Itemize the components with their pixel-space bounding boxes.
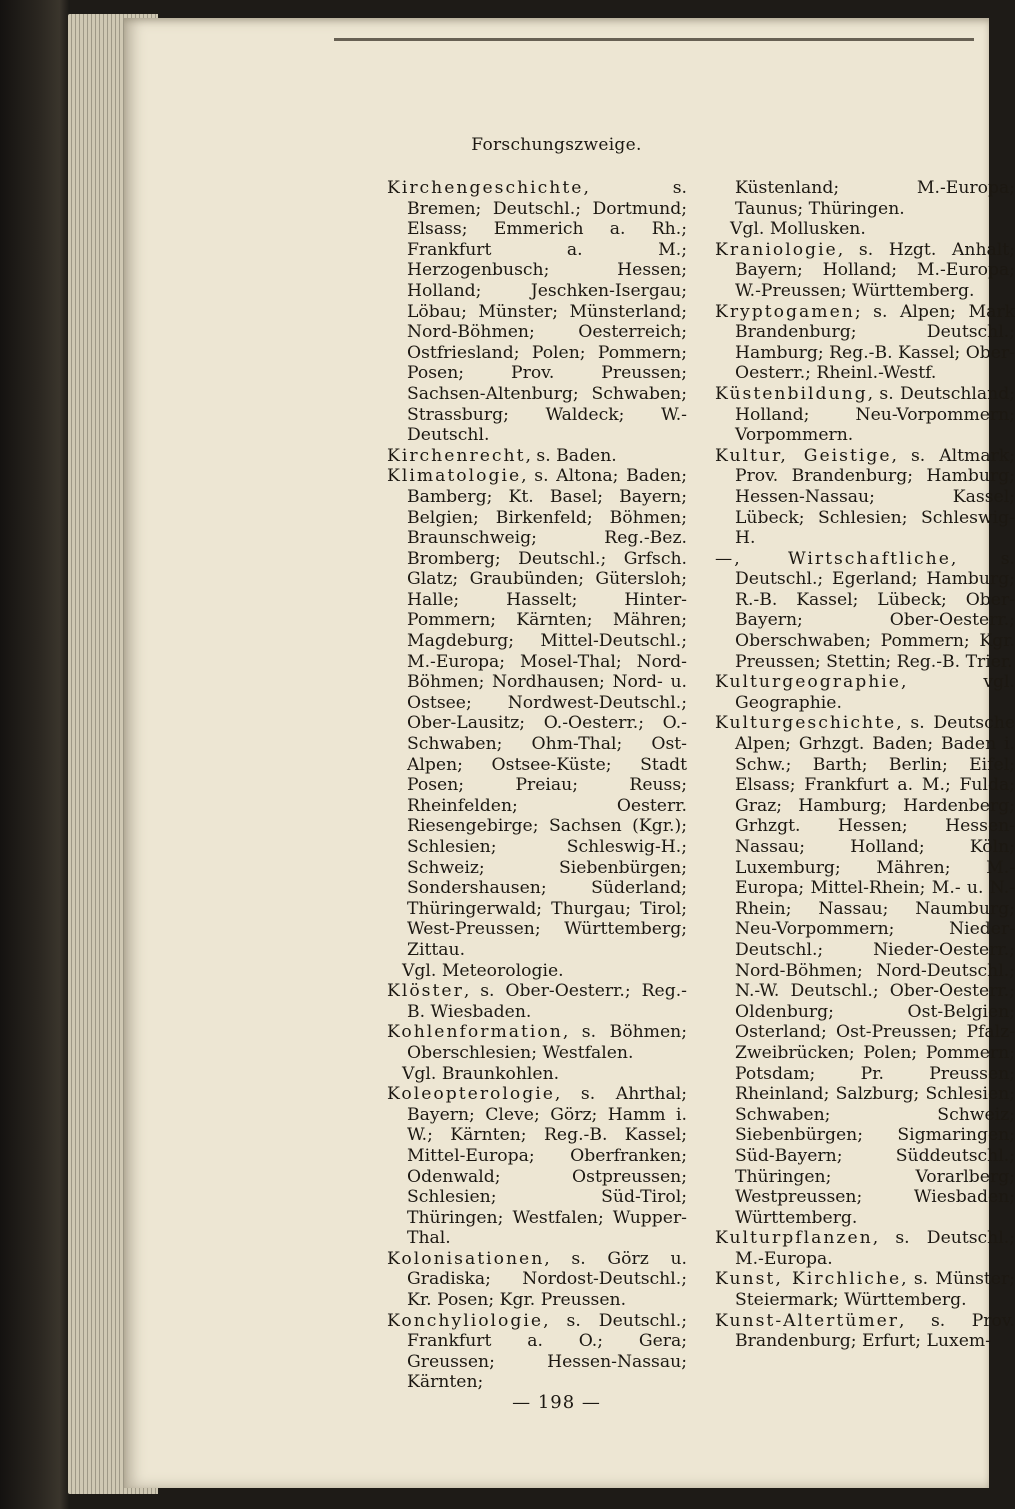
entry-text: , s. Deutschl.; Egerland; Hamburg; R.-B. Kassel; Lübeck; Ober-Bayern; Ober-Oesterr.; Oberschwaben; Pommern; Kgr. Preussen; Stettin; Reg.-B. Trier. xyxy=(735,548,1015,672)
index-entry xyxy=(715,1228,1015,1269)
entry-text: , s. Münster; Steiermark; Württemberg. xyxy=(735,1269,1015,1311)
entry-text: , s. Böhmen; Oberschlesien; Westfalen. xyxy=(407,1022,687,1063)
index-entry xyxy=(715,1269,1015,1310)
entry-text: , s. Prov. Brandenburg; Erfurt; Luxem- xyxy=(735,1310,1015,1352)
entry-keyword: Koleopterologie xyxy=(387,1084,555,1105)
index-entry xyxy=(387,1084,687,1249)
entry-text: , s. Ahrthal; Bayern; Cleve; Görz; Hamm i. W.; Kärnten; Reg.-B. Kassel; Mittel-Europa; Oberfranken; Odenwald; Ostpreussen; Schlesien; Süd-Tirol; Thüringen; Westfalen; Wupper-Thal. xyxy=(407,1084,687,1249)
continued-entry: Küstenland; M.-Europa; Taunus; Thüringen. xyxy=(735,178,1015,219)
index-entry xyxy=(715,240,1015,302)
entry-text: , s. Ober-Oesterr.; Reg.-B. Wiesbaden. xyxy=(407,981,687,1022)
index-entry xyxy=(715,1311,1015,1352)
entry-keyword: Küstenbildung xyxy=(715,383,868,404)
entry-text: ; s. Alpen; Mark Brandenburg; Deutschl.; Hamburg; Reg.-B. Kassel; Ober-Oesterr.; Rheinl.-Westf. xyxy=(735,301,1015,384)
entry-keyword: Kirchengeschichte xyxy=(387,178,584,198)
entry-text: , s. Altona; Baden; Bamberg; Kt. Basel; Bayern; Belgien; Birkenfeld; Böhmen; Braunschweig; Reg.-Bez. Bromberg; Deutschl.; Grfsch. Glatz; Graubünden; Gütersloh; Halle; Hasselt; Hinter-Pommern; Kärnten; Mähren; Magdeburg; Mittel-Deutschl.; M.-Europa; Mosel-Thal; Nord-Böhmen; Nordhausen; Nord- u. Ostsee; Nordwest-Deutschl.; Ober-Lausitz; O.-Oesterr.; O.-Schwaben; Ohm-Thal; Ost-Alpen; Ostsee-Küste; Stadt Posen; Preiau; Reuss; Rheinfelden; Oesterr. Riesengebirge; Sachsen (Kgr.); Schlesien; Schleswig-H.; Schweiz; Siebenbürgen; Sondershausen; Süderland; Thüringerwald; Thurgau; Tirol; West-Preussen; Württemberg; Zittau. xyxy=(407,466,687,960)
entry-keyword: Kolonisationen xyxy=(387,1248,545,1269)
entry-keyword: Klöster xyxy=(387,981,464,1002)
top-rule xyxy=(334,38,974,41)
entry-keyword: —, Wirtschaftliche xyxy=(715,548,951,569)
entry-text: , s. Bremen; Deutschl.; Dortmund; Elsass; Emmerich a. Rh.; Frankfurt a. M.; Herzogenbusch; Hessen; Holland; Jeschken-Isergau; Löbau; Münster; Münsterland; Nord-Böhmen; Oesterreich; Ostfriesland; Polen; Pommern; Posen; Prov. Preussen; Sachsen-Altenburg; Schwaben; Strassburg; Waldeck; W.-Deutschl. xyxy=(407,178,687,446)
entry-text: , s. Deutsche Alpen; Grhzgt. Baden; Baden i. Schw.; Barth; Berlin; Eifel; Elsass; Frankfurt a. M.; Fulda; Graz; Hamburg; Hardenberg; Grhzgt. Hessen; Hessen-Nassau; Holland; Köln; Luxemburg; Mähren; M.-Europa; Mittel-Rhein; M.- u. N.-Rhein; Nassau; Naumburg; Neu-Vorpommern; Nieder-Deutschl.; Nieder-Oesterr.; Nord-Böhmen; Nord-Deutschl.; N.-W. Deutschl.; Ober-Oesterr.; Oldenburg; Ost-Belgien; Osterland; Ost-Preussen; Pfalz-Zweibrücken; Polen; Pommern; Potsdam; Pr. Preussen; Rheinland; Salzburg; Schlesien; Schwaben; Schweiz; Siebenbürgen; Sigmaringen; Süd-Bayern; Süddeutschl.; Thüringen; Vorarlberg; Westpreussen; Wiesbaden; Württemberg. xyxy=(735,713,1015,1228)
entry-keyword: Kunst-Altertümer xyxy=(715,1310,900,1331)
entry-text: , s. Deutschland; Holland; Neu-Vorpommern; Vorpommern. xyxy=(735,383,1015,446)
entry-keyword: Kulturpflanzen xyxy=(715,1228,873,1249)
cross-reference: Vgl. Mollusken. xyxy=(730,219,866,240)
entry-keyword: Kunst, Kirchliche xyxy=(715,1269,902,1290)
index-entry xyxy=(387,1311,687,1393)
index-entry xyxy=(715,302,1015,384)
entry-text: , vgl. Geographie. xyxy=(735,672,1015,713)
cross-reference: Vgl. Braunkohlen. xyxy=(402,1063,560,1084)
page-number: — 198 — xyxy=(512,1392,601,1413)
entry-keyword: Kryptogamen xyxy=(715,301,855,322)
index-entry xyxy=(387,1022,687,1063)
index-entry xyxy=(387,466,687,960)
entry-keyword: Kirchenrecht xyxy=(387,445,526,466)
cross-reference: Vgl. Meteorologie. xyxy=(402,960,564,981)
entry-keyword: Klimatologie xyxy=(387,466,522,487)
running-head: Forschungszweige. xyxy=(471,135,642,155)
entry-text: , s. Görz u. Gradiska; Nordost-Deutschl.; Kr. Posen; Kgr. Preussen. xyxy=(407,1248,687,1311)
index-entry xyxy=(387,1249,687,1311)
entry-text: , s. Baden. xyxy=(525,445,617,466)
entry-keyword: Kraniologie xyxy=(715,239,838,260)
entry-keyword: Kultur, Geistige xyxy=(715,445,892,466)
index-entry xyxy=(715,384,1015,446)
index-entry xyxy=(715,672,1015,713)
left-column xyxy=(387,178,687,1393)
index-entry xyxy=(715,549,1015,673)
entry-text: , s. Altmark; Prov. Brandenburg; Hamburg; Hessen-Nassau; Kassel; Lübeck; Schlesien; Schleswig-H. xyxy=(735,445,1015,549)
entry-keyword: Kohlenformation xyxy=(387,1022,563,1043)
index-entry xyxy=(387,446,687,467)
entry-keyword: Konchyliologie xyxy=(387,1310,544,1331)
book-page xyxy=(124,18,1015,1488)
entry-keyword: Kulturgeographie xyxy=(715,672,901,693)
entry-text: , s. Deutschl.; M.-Europa. xyxy=(735,1228,1015,1269)
entry-text: , s. Hzgt. Anhalt; Bayern; Holland; M.-Europa; W.-Preussen; Württemberg. xyxy=(735,239,1015,301)
index-entry xyxy=(387,178,687,446)
index-entry xyxy=(715,446,1015,549)
entry-text: , s. Deutschl.; Frankfurt a. O.; Gera; Greussen; Hessen-Nassau; Kärnten; xyxy=(407,1310,687,1393)
book-binding xyxy=(0,0,70,1509)
entry-keyword: Kulturgeschichte xyxy=(715,713,897,734)
index-entry xyxy=(715,713,1015,1228)
right-column xyxy=(715,178,1015,1352)
index-entry xyxy=(387,981,687,1022)
